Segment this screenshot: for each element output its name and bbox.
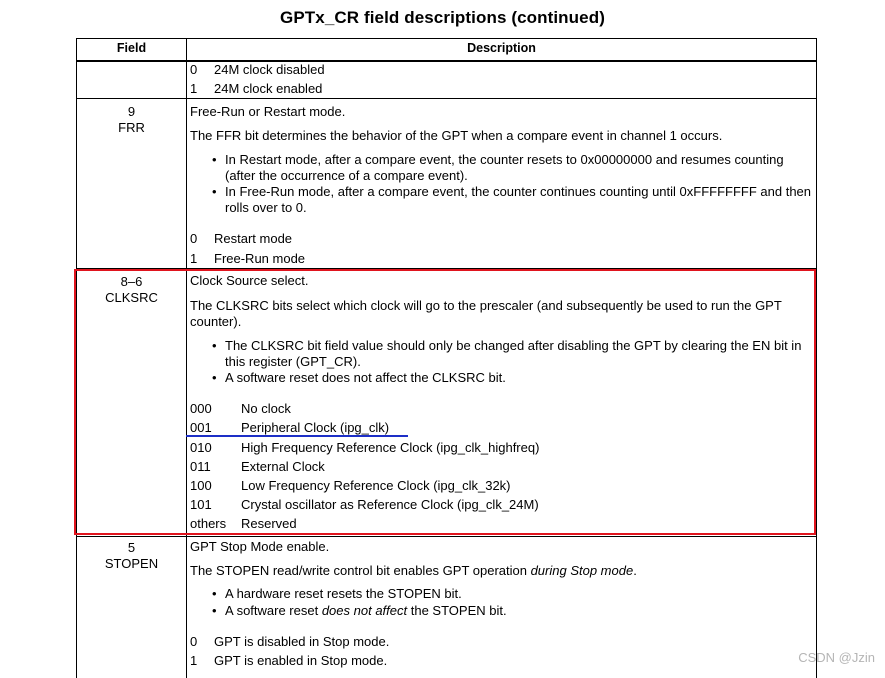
bullet-icon: • [212,184,217,199]
value-code: 101 [190,497,212,512]
value-code: 100 [190,478,212,493]
field-bits: 8–6 [120,274,143,289]
value-code: 0 [190,231,198,246]
field-summary: Free-Run or Restart mode. [190,104,346,119]
bullet-icon: • [212,152,217,167]
value-label: High Frequency Reference Clock (ipg_clk_highfreq) [241,440,540,455]
value-row [190,231,292,247]
detail-emphasis: during Stop mode [530,563,634,578]
value-label: No clock [241,401,291,416]
value-code: 0 [190,634,198,649]
bullet-icon: • [212,603,217,618]
bullet-text: A hardware reset resets the STOPEN bit. [225,586,462,601]
bullet-text: The CLKSRC bit field value should only be changed after disabling the GPT by clearing the EN bit in this register (GPT_CR). [225,338,802,369]
value-label: External Clock [241,459,325,474]
field-name: FRR [118,120,145,135]
header-divider [76,60,817,62]
field-detail: The CLKSRC bits select which clock will go to the prescaler (and subsequently be used to run the GPT counter). [190,298,782,329]
bullet-text: In Restart mode, after a compare event, the counter resets to 0x00000000 and resumes counting (after the occurrence of a compare event). [225,152,784,183]
value-row [190,634,389,650]
header-description: Description [467,41,536,55]
value-label: Low Frequency Reference Clock (ipg_clk_32k) [241,478,511,493]
bullet-text [225,603,817,619]
value-code: 1 [190,251,198,266]
value-row [190,81,322,97]
value-code: 010 [190,440,212,455]
value-label: 24M clock disabled [214,62,325,77]
value-row [190,62,325,78]
field-detail [190,563,637,579]
value-label: GPT is enabled in Stop mode. [214,653,388,668]
watermark: CSDN @Jzin [798,650,875,665]
bullet-text: A software reset does not affect the CLKSRC bit. [225,370,506,385]
table-top-border [76,38,817,39]
value-code: 1 [190,653,198,668]
value-code: 0 [190,62,198,77]
bullet-text-part: A software reset [225,603,322,618]
value-code: 1 [190,81,198,96]
bullet-icon: • [212,586,217,601]
bullet-icon: • [212,338,217,353]
highlight-underline [186,435,408,437]
value-code: others [190,516,227,531]
bullet-icon: • [212,370,217,385]
value-row [190,653,387,669]
field-summary: Clock Source select. [190,273,309,288]
bullet-text-part: the STOPEN bit. [407,603,507,618]
value-label: Reserved [241,516,297,531]
detail-text: The STOPEN read/write control bit enables GPT operation [190,563,531,578]
value-row [190,251,305,267]
highlight-box [74,269,816,535]
field-summary: GPT Stop Mode enable. [190,539,330,554]
field-detail: The FFR bit determines the behavior of the GPT when a compare event in channel 1 occurs. [190,128,723,143]
detail-text: . [633,563,637,578]
value-label: Peripheral Clock (ipg_clk) [241,420,390,435]
value-label: Free-Run mode [214,251,306,266]
header-field: Field [116,41,147,55]
row-divider [76,536,817,537]
value-label: Crystal oscillator as Reference Clock (ipg_clk_24M) [241,497,539,512]
bullet-text: In Free-Run mode, after a compare event, the counter continues counting until 0xFFFFFFFF and then rolls over to 0. [225,184,812,215]
field-name: STOPEN [104,556,159,571]
page-title: GPTx_CR field descriptions (continued) [280,8,605,27]
value-label: Restart mode [214,231,293,246]
field-bits: 9 [127,104,136,119]
value-label: GPT is disabled in Stop mode. [214,634,390,649]
field-bits: 5 [127,540,136,555]
value-code: 011 [190,459,211,474]
bullet-emphasis: does not affect [321,603,408,618]
field-name: CLKSRC [105,290,158,305]
value-code: 000 [190,401,212,416]
value-code: 001 [190,420,212,435]
row-divider [76,98,817,99]
value-label: 24M clock enabled [214,81,323,96]
